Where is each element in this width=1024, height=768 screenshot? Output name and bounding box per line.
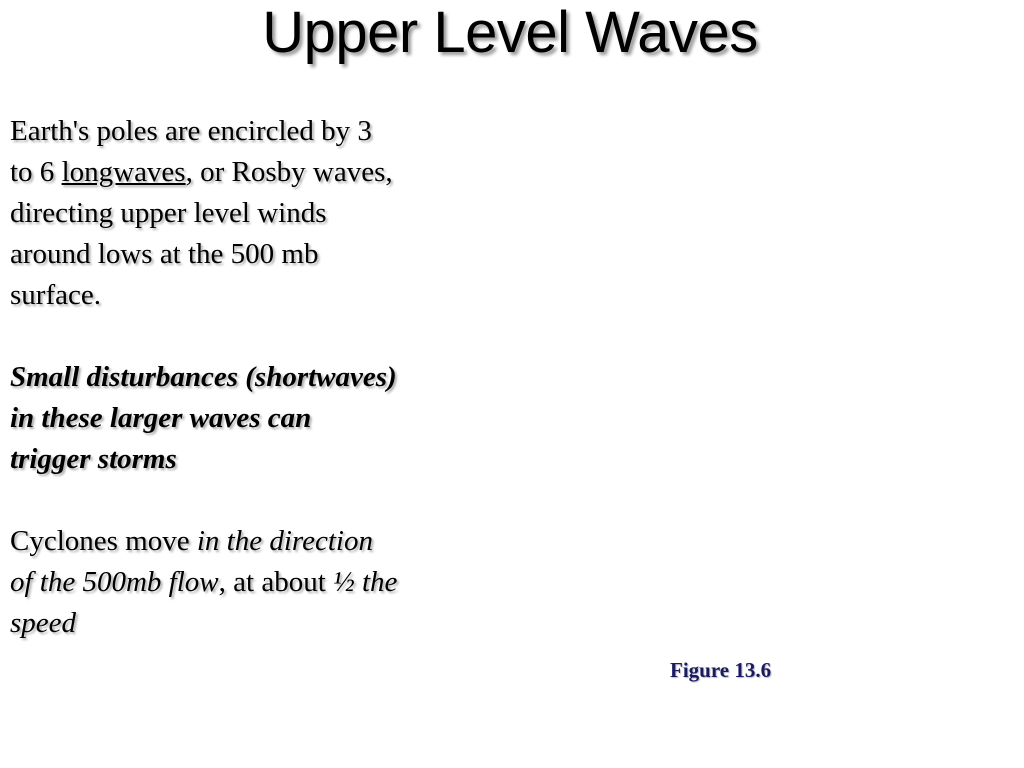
p3-line2-mid: , at about bbox=[218, 566, 333, 598]
p2-line2: in these larger waves can bbox=[10, 402, 312, 434]
p1-line4: around lows at the 500 mb bbox=[10, 238, 319, 270]
paragraph-longwaves bbox=[10, 111, 480, 316]
slide-body bbox=[10, 111, 480, 644]
figure-caption: Figure 13.6 bbox=[670, 658, 772, 682]
longwaves-term: longwaves bbox=[61, 156, 186, 188]
p3-line2-italic-end: ½ the bbox=[333, 566, 398, 598]
p1-line2-post: , or Rosby waves, bbox=[185, 156, 393, 188]
p3-line1-pre: Cyclones move bbox=[10, 525, 197, 557]
p2-line1: Small disturbances (shortwaves) bbox=[10, 361, 397, 393]
p1-line3: directing upper level winds bbox=[10, 197, 327, 229]
p1-line5: surface. bbox=[10, 279, 101, 311]
p3-line1-italic: in the direction bbox=[196, 525, 373, 557]
p1-line2-pre: to 6 bbox=[10, 156, 62, 188]
p3-line3-italic: speed bbox=[10, 607, 77, 639]
paragraph-shortwaves bbox=[10, 357, 480, 480]
p1-line1: Earth's poles are encircled by 3 bbox=[10, 115, 372, 147]
paragraph-cyclones bbox=[10, 521, 480, 644]
slide-title: Upper Level Waves bbox=[262, 0, 758, 65]
p3-line2-italic: of the 500mb flow bbox=[10, 566, 219, 598]
p2-line3: trigger storms bbox=[10, 443, 177, 475]
